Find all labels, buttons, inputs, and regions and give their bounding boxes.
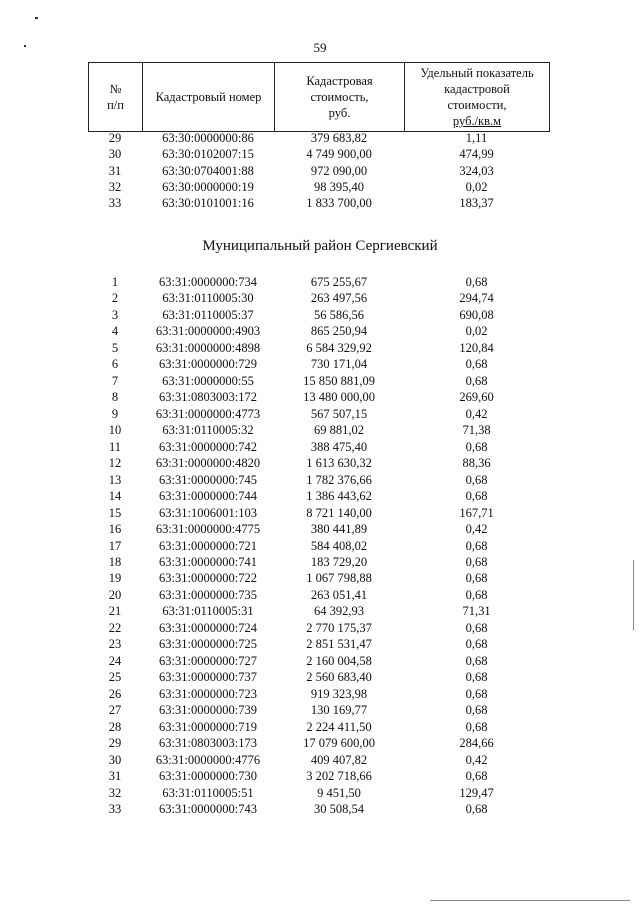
cadastral-number: 63:31:0000000:741: [159, 554, 257, 569]
row-number: 31: [108, 163, 122, 178]
table-header: [88, 62, 550, 132]
row-number: 25: [108, 670, 122, 685]
table-row: [88, 307, 549, 323]
cadastral-value: 64 392,93: [314, 604, 364, 619]
cadastral-number: 63:31:1006001:103: [159, 505, 257, 520]
row-number: 24: [108, 653, 122, 668]
cadastral-number: 63:31:0000000:4820: [155, 456, 261, 471]
cadastral-number: 63:31:0000000:742: [159, 439, 257, 454]
row-number: 14: [108, 489, 122, 504]
table-row: [88, 686, 549, 702]
row-number: 17: [108, 538, 122, 553]
table-row: [88, 570, 549, 586]
cadastral-value: 30 508,54: [314, 802, 364, 816]
specific-index: 0,02: [465, 324, 488, 339]
cadastral-number: 63:31:0000000:4776: [155, 752, 261, 767]
table-row: [88, 636, 549, 652]
cadastral-number: 63:31:0000000:735: [159, 587, 257, 602]
table-row: [88, 389, 549, 405]
header-cadastral-value-line-2: стоимость,: [310, 90, 369, 104]
row-number: 26: [108, 686, 122, 701]
specific-index: 0,68: [465, 538, 488, 553]
table-row: [88, 505, 549, 521]
cadastral-number: 63:30:0102007:15: [162, 147, 254, 162]
row-number: 28: [108, 719, 122, 734]
cadastral-value: 2 560 683,40: [306, 670, 372, 685]
row-number: 3: [111, 307, 119, 322]
table-row: [88, 472, 549, 488]
specific-index: 0,68: [465, 653, 488, 668]
table-body-continued: [88, 130, 549, 211]
cadastral-value: 2 160 004,58: [306, 653, 372, 668]
row-number: 9: [111, 406, 119, 421]
cadastral-number: 63:31:0803003:173: [159, 736, 257, 751]
cadastral-value: 2 224 411,50: [306, 719, 372, 734]
cadastral-number: 63:31:0000000:724: [159, 620, 257, 635]
specific-index: 690,08: [459, 307, 494, 322]
row-number: 30: [108, 147, 122, 162]
table-row: [88, 146, 549, 162]
specific-index: 284,66: [459, 736, 494, 751]
header-specific-index-line-3: стоимости,: [447, 98, 507, 112]
scan-speck: [24, 45, 26, 47]
cadastral-value: 6 584 329,92: [306, 340, 372, 355]
header-cadastral-value-line-1: Кадастровая: [306, 74, 373, 88]
specific-index: 0,68: [465, 554, 488, 569]
row-number: 8: [111, 390, 119, 405]
header-number-line-1: №: [109, 82, 122, 96]
table-row: [88, 340, 549, 356]
cadastral-number: 63:31:0000000:4898: [155, 340, 261, 355]
row-number: 15: [108, 505, 122, 520]
table-row: [88, 587, 549, 603]
cadastral-value: 8 721 140,00: [306, 505, 372, 520]
table-row: [88, 801, 549, 817]
header-specific-index: [405, 63, 550, 132]
table-row: [88, 554, 549, 570]
specific-index: 0,02: [465, 179, 488, 194]
row-number: 29: [108, 736, 122, 751]
row-number: 12: [108, 456, 122, 471]
cadastral-value: 567 507,15: [310, 406, 368, 421]
cadastral-number: 63:31:0000000:719: [159, 719, 257, 734]
header-specific-index-line-2: кадастровой: [444, 82, 510, 96]
header-cadastral-value-line-3: руб.: [328, 106, 351, 120]
table-row: [88, 669, 549, 685]
cadastral-number: 63:31:0110005:31: [162, 604, 254, 619]
cadastral-number: 63:30:0101001:16: [162, 196, 254, 211]
row-number: 7: [111, 373, 119, 388]
row-number: 4: [111, 324, 119, 339]
row-number: 33: [108, 802, 122, 816]
cadastral-value: 379 683,82: [310, 131, 368, 145]
header-cadastral-value: [275, 63, 405, 132]
row-number: 32: [108, 179, 122, 194]
specific-index: 474,99: [459, 147, 494, 162]
cadastral-value: 17 079 600,00: [303, 736, 375, 751]
row-number: 18: [108, 554, 122, 569]
row-number: 16: [108, 522, 122, 537]
row-number: 20: [108, 587, 122, 602]
table-body-sergievsky: [88, 274, 549, 817]
cadastral-number: 63:31:0000000:727: [159, 653, 257, 668]
cadastral-number: 63:31:0000000:737: [159, 670, 257, 685]
cadastral-number: 63:31:0000000:730: [159, 769, 257, 784]
header-specific-index-line-1: Удельный показатель: [420, 66, 534, 80]
row-number: 1: [111, 275, 119, 289]
cadastral-number: 63:31:0000000:744: [159, 489, 257, 504]
cadastral-number: 63:31:0000000:722: [159, 571, 257, 586]
cadastral-value: 263 497,56: [310, 291, 368, 306]
specific-index: 0,68: [465, 802, 488, 816]
cadastral-value: 2 851 531,47: [306, 637, 372, 652]
row-number: 32: [108, 785, 122, 800]
specific-index: 120,84: [459, 340, 494, 355]
row-number: 21: [108, 604, 122, 619]
cadastral-number: 63:31:0000000:743: [159, 802, 257, 816]
row-number: 29: [108, 131, 122, 145]
cadastral-value: 380 441,89: [310, 522, 368, 537]
cadastral-number: 63:30:0000000:86: [162, 131, 254, 145]
cadastral-number: 63:31:0000000:729: [159, 357, 257, 372]
row-number: 19: [108, 571, 122, 586]
row-number: 31: [108, 769, 122, 784]
section-title: Муниципальный район Сергиевский: [202, 238, 438, 254]
cadastral-value: 263 051,41: [310, 587, 368, 602]
specific-index: 0,68: [465, 275, 488, 289]
cadastral-number: 63:31:0000000:725: [159, 637, 257, 652]
table-row: [88, 521, 549, 537]
scan-speck: [35, 17, 38, 19]
cadastral-number: 63:31:0000000:734: [159, 275, 257, 289]
row-number: 22: [108, 620, 122, 635]
cadastral-value: 972 090,00: [310, 163, 368, 178]
cadastral-number: 63:31:0110005:30: [162, 291, 254, 306]
cadastral-value: 2 770 175,37: [306, 620, 372, 635]
specific-index: 1,11: [465, 131, 488, 145]
row-number: 6: [111, 357, 119, 372]
table-row: [88, 422, 549, 438]
specific-index: 88,36: [462, 456, 491, 471]
table-row: [88, 356, 549, 372]
cadastral-number: 63:31:0110005:32: [162, 423, 254, 438]
row-number: 27: [108, 703, 122, 718]
specific-index: 0,68: [465, 670, 488, 685]
cadastral-value: 4 749 900,00: [306, 147, 372, 162]
specific-index: 0,42: [465, 752, 488, 767]
cadastral-value: 183 729,20: [310, 554, 368, 569]
cadastral-number: 63:31:0000000:4773: [155, 406, 261, 421]
row-number: 5: [111, 340, 119, 355]
cadastral-value: 130 169,77: [310, 703, 368, 718]
header-number: [89, 63, 143, 132]
cadastral-value: 675 255,67: [310, 275, 368, 289]
cadastral-value: 69 881,02: [314, 423, 364, 438]
specific-index: 167,71: [459, 505, 494, 520]
cadastral-value: 1 613 630,32: [306, 456, 372, 471]
specific-index: 0,68: [465, 472, 488, 487]
specific-index: 183,37: [459, 196, 494, 211]
table-row: [88, 620, 549, 636]
table-row: [88, 785, 549, 801]
table-row: [88, 195, 549, 211]
cadastral-number: 63:31:0000000:745: [159, 472, 257, 487]
cadastral-value: 1 782 376,66: [306, 472, 372, 487]
cadastral-value: 56 586,56: [314, 307, 364, 322]
cadastral-number: 63:30:0000000:19: [162, 179, 254, 194]
cadastral-number: 63:31:0110005:37: [162, 307, 254, 322]
page-number: 59: [313, 40, 327, 55]
cadastral-number: 63:31:0000000:739: [159, 703, 257, 718]
cadastral-number: 63:31:0803003:172: [159, 390, 257, 405]
cadastral-value: 919 323,98: [310, 686, 368, 701]
specific-index: 0,68: [465, 620, 488, 635]
specific-index: 0,68: [465, 719, 488, 734]
table-row: [88, 653, 549, 669]
cadastral-value: 98 395,40: [314, 179, 364, 194]
row-number: 11: [108, 439, 122, 454]
row-number: 13: [108, 472, 122, 487]
specific-index: 0,68: [465, 571, 488, 586]
table-row: [88, 752, 549, 768]
specific-index: 0,68: [465, 686, 488, 701]
cadastral-number: 63:31:0000000:4775: [155, 522, 261, 537]
specific-index: 0,68: [465, 373, 488, 388]
row-number: 2: [111, 291, 119, 306]
table-row: [88, 373, 549, 389]
cadastral-value: 9 451,50: [317, 785, 361, 800]
row-number: 30: [108, 752, 122, 767]
specific-index: 294,74: [459, 291, 494, 306]
cadastral-number: 63:31:0110005:51: [162, 785, 254, 800]
cadastral-value: 1 833 700,00: [306, 196, 372, 211]
specific-index: 129,47: [459, 785, 494, 800]
table-row: [88, 455, 549, 471]
cadastral-value: 1 067 798,88: [306, 571, 372, 586]
cadastral-value: 865 250,94: [310, 324, 368, 339]
specific-index: 269,60: [459, 390, 494, 405]
specific-index: 0,68: [465, 357, 488, 372]
row-number: 10: [108, 423, 122, 438]
table-row: [88, 274, 549, 290]
row-number: 23: [108, 637, 122, 652]
specific-index: 71,31: [462, 604, 491, 619]
cadastral-value: 13 480 000,00: [303, 390, 375, 405]
specific-index: 0,68: [465, 637, 488, 652]
table-row: [88, 702, 549, 718]
specific-index: 0,68: [465, 439, 488, 454]
cadastral-value: 584 408,02: [310, 538, 368, 553]
cadastral-value: 388 475,40: [310, 439, 368, 454]
cadastral-value: 409 407,82: [310, 752, 368, 767]
header-number-line-2: п/п: [107, 98, 124, 112]
table-row: [88, 179, 549, 195]
specific-index: 0,68: [465, 587, 488, 602]
cadastral-value: 3 202 718,66: [306, 769, 372, 784]
cadastral-number: 63:30:0704001:88: [162, 163, 254, 178]
table-row: [88, 130, 549, 146]
table-row: [88, 406, 549, 422]
table-row: [88, 719, 549, 735]
specific-index: 0,68: [465, 769, 488, 784]
cadastral-number: 63:31:0000000:721: [159, 538, 257, 553]
cadastral-value: 730 171,04: [310, 357, 368, 372]
table-row: [88, 323, 549, 339]
table-row: [88, 439, 549, 455]
table-row: [88, 488, 549, 504]
row-number: 33: [108, 196, 122, 211]
cadastral-value: 15 850 881,09: [303, 373, 375, 388]
table-row: [88, 603, 549, 619]
cadastral-number: 63:31:0000000:55: [162, 373, 254, 388]
table-row: [88, 735, 549, 751]
table-row: [88, 163, 549, 179]
header-specific-index-line-4: руб./кв.м: [452, 114, 502, 128]
specific-index: 0,68: [465, 489, 488, 504]
specific-index: 0,42: [465, 522, 488, 537]
specific-index: 0,68: [465, 703, 488, 718]
specific-index: 0,42: [465, 406, 488, 421]
table-row: [88, 290, 549, 306]
specific-index: 71,38: [462, 423, 491, 438]
cadastral-value: 1 386 443,62: [306, 489, 372, 504]
table-row: [88, 768, 549, 784]
scan-edge-line: [430, 900, 630, 901]
cadastral-number: 63:31:0000000:723: [159, 686, 257, 701]
header-cadastral-number: Кадастровый номер: [143, 63, 275, 132]
table-row: [88, 538, 549, 554]
scan-edge-line: [633, 560, 634, 630]
specific-index: 324,03: [459, 163, 494, 178]
cadastral-number: 63:31:0000000:4903: [155, 324, 261, 339]
